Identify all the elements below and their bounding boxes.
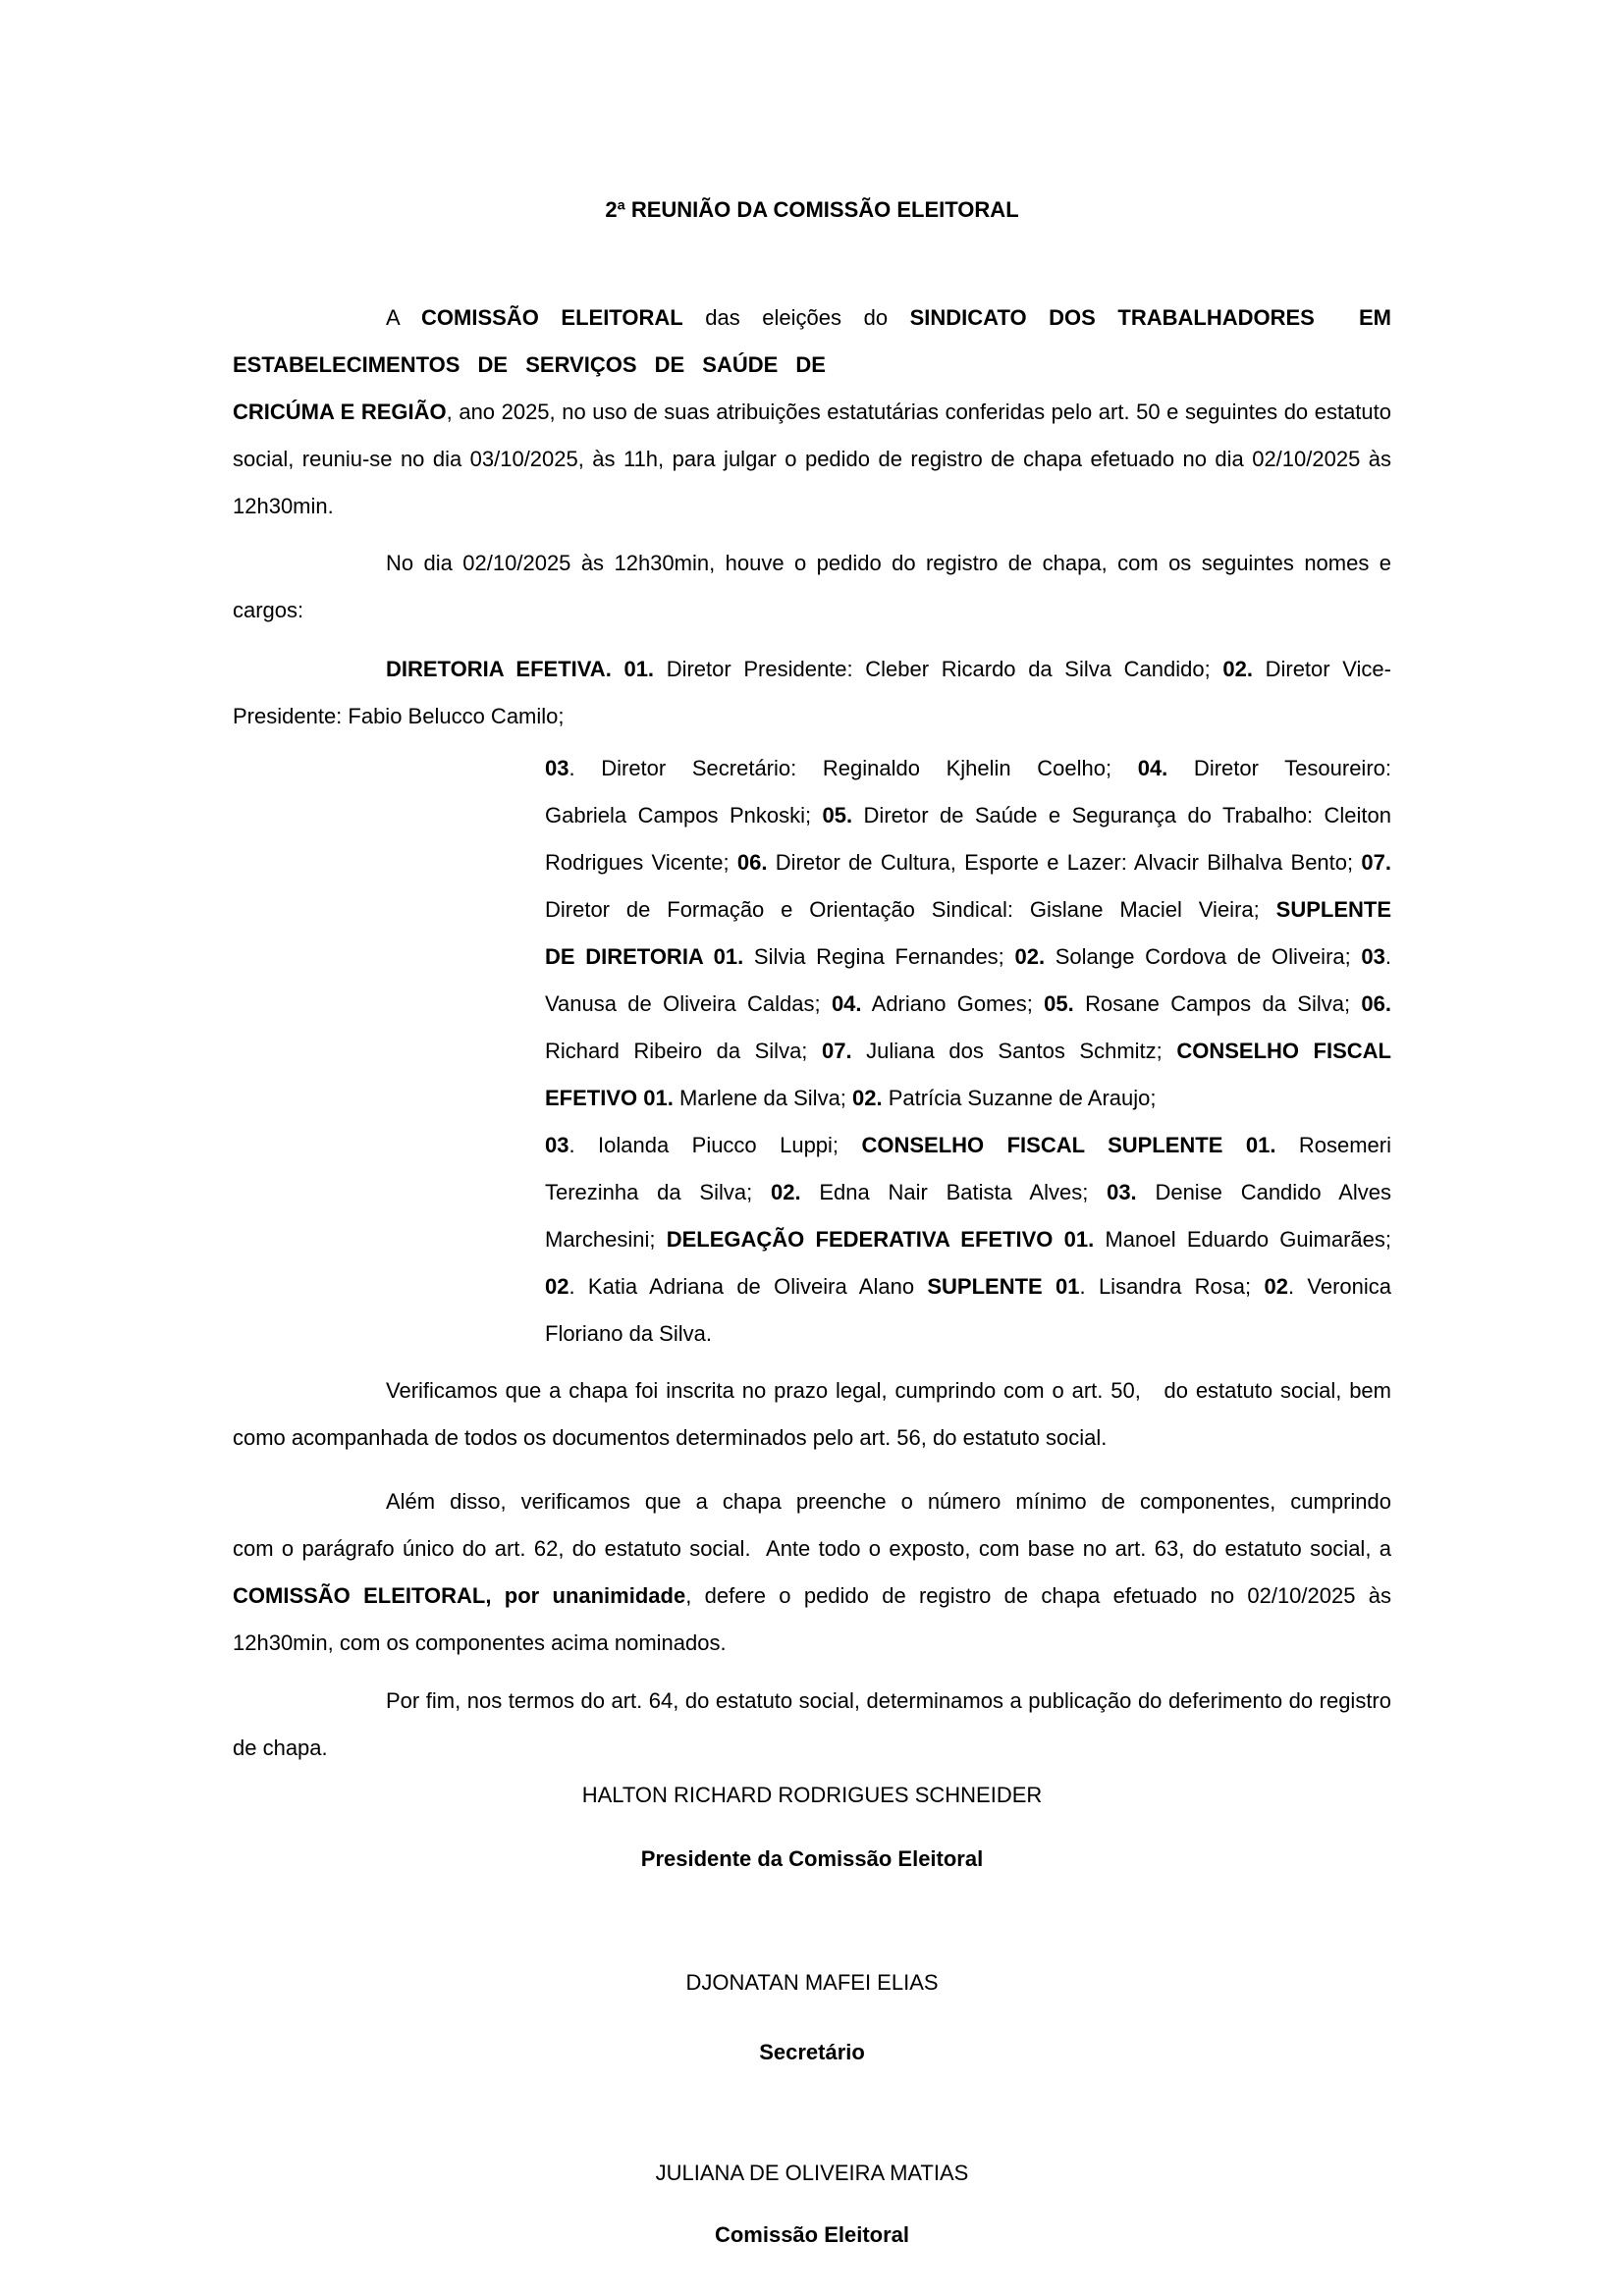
text-line bbox=[233, 1959, 1391, 2006]
text-segment: Marlene da Silva; bbox=[673, 1086, 853, 1110]
signature-name-president bbox=[233, 1772, 1391, 1819]
signature-role-member bbox=[233, 2212, 1391, 2259]
text-line bbox=[233, 2029, 1391, 2076]
text-line bbox=[545, 886, 1391, 934]
bold-text-segment: 02 bbox=[545, 1274, 569, 1299]
text-segment: Adriano Gomes; bbox=[861, 991, 1045, 1016]
bold-text-segment: Comissão Eleitoral bbox=[714, 2222, 910, 2247]
bold-text-segment: SUPLENTE 01 bbox=[927, 1274, 1080, 1299]
text-line bbox=[545, 981, 1391, 1028]
bold-text-segment: DE DIRETORIA 01. bbox=[545, 944, 744, 969]
text-segment: Solange Cordova de Oliveira; bbox=[1045, 944, 1362, 969]
text-line bbox=[233, 693, 1391, 740]
text-segment: Denise Candido Alves bbox=[1136, 1180, 1391, 1204]
text-line bbox=[233, 1573, 1391, 1620]
signature-role-secretary bbox=[233, 2029, 1391, 2076]
text-segment: de chapa. bbox=[233, 1735, 328, 1760]
bold-text-segment: 02. bbox=[1014, 944, 1046, 969]
bold-text-segment: 05. bbox=[1044, 991, 1074, 1016]
paragraph-members-list bbox=[233, 745, 1391, 1358]
text-line bbox=[233, 294, 1391, 342]
bold-text-segment: CONSELHO FISCAL bbox=[1176, 1039, 1391, 1063]
text-segment: JULIANA DE OLIVEIRA MATIAS bbox=[655, 2161, 969, 2185]
text-segment: 12h30min, com os componentes acima nominados. bbox=[233, 1630, 727, 1655]
text-segment: Diretor Presidente: Cleber Ricardo da Silva Candido; bbox=[654, 657, 1223, 681]
text-segment: Diretor de Saúde e Segurança do Trabalho: Cleiton bbox=[852, 803, 1391, 828]
text-line bbox=[545, 1122, 1391, 1169]
text-segment: 12h30min. bbox=[233, 494, 334, 518]
bold-text-segment: 06. bbox=[736, 850, 768, 875]
text-line bbox=[233, 1620, 1391, 1667]
text-line bbox=[545, 1263, 1391, 1310]
text-line bbox=[233, 1367, 1391, 1415]
signature-name-secretary bbox=[233, 1959, 1391, 2006]
text-segment: . Veronica bbox=[1287, 1274, 1391, 1299]
bold-text-segment: 06. bbox=[1361, 991, 1391, 1016]
text-line bbox=[233, 1478, 1391, 1525]
text-segment: . Lisandra Rosa; bbox=[1079, 1274, 1265, 1299]
text-segment: HALTON RICHARD RODRIGUES SCHNEIDER bbox=[581, 1783, 1043, 1807]
text-segment: Rosemeri bbox=[1275, 1133, 1392, 1157]
text-segment: das eleições do bbox=[682, 305, 910, 330]
text-segment: com o parágrafo único do art. 62, do estatuto social. Ante todo o exposto, com base no art. 63, do estatuto social, a bbox=[233, 1536, 1391, 1561]
text-segment: Diretor Tesoureiro: bbox=[1167, 756, 1391, 780]
bold-text-segment: 05. bbox=[822, 803, 853, 828]
text-line bbox=[233, 646, 1391, 693]
text-segment: Por fim, nos termos do art. 64, do estatuto social, determinamos a publicação do deferimento do registro bbox=[386, 1688, 1391, 1713]
text-line bbox=[233, 1772, 1391, 1819]
text-line bbox=[233, 1525, 1391, 1573]
text-line bbox=[545, 1216, 1391, 1263]
bold-text-segment: CRICÚMA E REGIÃO bbox=[233, 400, 447, 424]
bold-text-segment: 03 bbox=[545, 1133, 569, 1157]
text-line bbox=[233, 187, 1391, 234]
text-segment: Floriano da Silva. bbox=[545, 1321, 712, 1346]
bold-text-segment: DIRETORIA EFETIVA. 01. bbox=[386, 657, 655, 681]
text-segment: Silvia Regina Fernandes; bbox=[743, 944, 1015, 969]
text-segment: A bbox=[386, 305, 422, 330]
bold-text-segment: COMISSÃO ELEITORAL, por unanimidade bbox=[233, 1583, 686, 1608]
text-line bbox=[545, 839, 1391, 886]
text-line bbox=[233, 1836, 1391, 1883]
signature-name-member bbox=[233, 2150, 1391, 2197]
signature-role-president bbox=[233, 1836, 1391, 1883]
text-line bbox=[545, 1310, 1391, 1358]
text-segment: Vanusa de Oliveira Caldas; bbox=[545, 991, 832, 1016]
bold-text-segment: SUPLENTE bbox=[1275, 897, 1391, 922]
bold-text-segment: DELEGAÇÃO FEDERATIVA EFETIVO 01. bbox=[666, 1227, 1095, 1252]
paragraph-diretoria-efetiva bbox=[233, 646, 1391, 740]
bold-text-segment: 02. bbox=[1222, 657, 1253, 681]
bold-text-segment: 03 bbox=[545, 756, 569, 780]
text-line bbox=[233, 483, 1391, 530]
text-segment: , defere o pedido de registro de chapa efetuado no 02/10/2025 às bbox=[685, 1583, 1392, 1608]
document-title bbox=[233, 187, 1391, 234]
text-segment: Terezinha da Silva; bbox=[545, 1180, 771, 1204]
text-segment: cargos: bbox=[233, 598, 304, 622]
text-line bbox=[233, 587, 1391, 634]
text-line bbox=[233, 1678, 1391, 1725]
text-line bbox=[233, 2212, 1391, 2259]
text-segment: Edna Nair Batista Alves; bbox=[800, 1180, 1108, 1204]
text-line bbox=[545, 1028, 1391, 1075]
text-segment: Gabriela Campos Pnkoski; bbox=[545, 803, 823, 828]
text-segment: . Iolanda Piucco Luppi; bbox=[568, 1133, 862, 1157]
text-line bbox=[233, 342, 1391, 389]
bold-text-segment: 2ª REUNIÃO DA COMISSÃO ELEITORAL bbox=[605, 197, 1019, 222]
text-line bbox=[545, 934, 1391, 981]
bold-text-segment: Presidente da Comissão Eleitoral bbox=[640, 1846, 984, 1871]
text-segment: Marchesini; bbox=[545, 1227, 667, 1252]
text-segment: Richard Ribeiro da Silva; bbox=[545, 1039, 822, 1063]
text-line bbox=[233, 389, 1391, 436]
text-segment: Juliana dos Santos Schmitz; bbox=[851, 1039, 1177, 1063]
bold-text-segment: 03. bbox=[1107, 1180, 1137, 1204]
text-line bbox=[233, 2150, 1391, 2197]
paragraph-publication bbox=[233, 1678, 1391, 1772]
text-segment: Manoel Eduardo Guimarães; bbox=[1094, 1227, 1392, 1252]
text-line bbox=[545, 792, 1391, 839]
bold-text-segment: COMISSÃO ELEITORAL bbox=[421, 305, 683, 330]
text-segment: Rosane Campos da Silva; bbox=[1073, 991, 1362, 1016]
bold-text-segment: SINDICATO DOS TRABALHADORES EM bbox=[909, 305, 1391, 330]
text-segment: Diretor de Cultura, Esporte e Lazer: Alvacir Bilhalva Bento; bbox=[767, 850, 1362, 875]
paragraph-verification bbox=[233, 1367, 1391, 1462]
text-segment: Patrícia Suzanne de Araujo; bbox=[882, 1086, 1157, 1110]
text-line bbox=[545, 745, 1391, 792]
bold-text-segment: CONSELHO FISCAL SUPLENTE 01. bbox=[861, 1133, 1276, 1157]
text-line bbox=[545, 1169, 1391, 1216]
text-segment: Diretor Vice- bbox=[1252, 657, 1391, 681]
bold-text-segment: 07. bbox=[821, 1039, 852, 1063]
paragraph-opening bbox=[233, 294, 1391, 530]
bold-text-segment: EFETIVO 01. bbox=[545, 1086, 674, 1110]
paragraph-decision bbox=[233, 1478, 1391, 1667]
bold-text-segment: 02 bbox=[1264, 1274, 1288, 1299]
text-segment: Diretor de Formação e Orientação Sindical: Gislane Maciel Vieira; bbox=[545, 897, 1276, 922]
bold-text-segment: 02. bbox=[852, 1086, 883, 1110]
text-segment: . Diretor Secretário: Reginaldo Kjhelin Coelho; bbox=[568, 756, 1138, 780]
text-line bbox=[233, 540, 1391, 587]
paragraph-registration-request bbox=[233, 540, 1391, 634]
text-line bbox=[233, 1725, 1391, 1772]
bold-text-segment: 04. bbox=[1137, 756, 1168, 780]
text-segment: Verificamos que a chapa foi inscrita no prazo legal, cumprindo com o art. 50, do estatuto social, bem bbox=[386, 1378, 1391, 1403]
bold-text-segment: 04. bbox=[831, 991, 862, 1016]
text-segment: DJONATAN MAFEI ELIAS bbox=[685, 1970, 939, 1995]
text-line bbox=[233, 436, 1391, 483]
bold-text-segment: 07. bbox=[1361, 850, 1391, 875]
text-segment: . Katia Adriana de Oliveira Alano bbox=[568, 1274, 928, 1299]
text-segment: Presidente: Fabio Belucco Camilo; bbox=[233, 704, 565, 728]
text-line bbox=[545, 1075, 1391, 1122]
document-content bbox=[233, 187, 1391, 2259]
text-line bbox=[233, 1415, 1391, 1462]
text-segment: como acompanhada de todos os documentos determinados pelo art. 56, do estatuto social. bbox=[233, 1425, 1108, 1450]
text-segment: , ano 2025, no uso de suas atribuições estatutárias conferidas pelo art. 50 e seguintes do estatuto bbox=[446, 400, 1392, 424]
text-segment: . bbox=[1384, 944, 1392, 969]
bold-text-segment: 02. bbox=[770, 1180, 801, 1204]
bold-text-segment: Secretário bbox=[759, 2040, 865, 2064]
text-segment: Além disso, verificamos que a chapa preenche o número mínimo de componentes, cumprindo bbox=[386, 1489, 1391, 1514]
bold-text-segment: 03 bbox=[1361, 944, 1385, 969]
bold-text-segment: ESTABELECIMENTOS DE SERVIÇOS DE SAÚDE DE bbox=[233, 352, 826, 377]
text-segment: Rodrigues Vicente; bbox=[545, 850, 737, 875]
text-segment: social, reuniu-se no dia 03/10/2025, às 11h, para julgar o pedido de registro de chapa efetuado no dia 02/10/2025 às bbox=[233, 447, 1391, 471]
text-segment: No dia 02/10/2025 às 12h30min, houve o pedido do registro de chapa, com os seguintes nomes e bbox=[386, 551, 1391, 575]
